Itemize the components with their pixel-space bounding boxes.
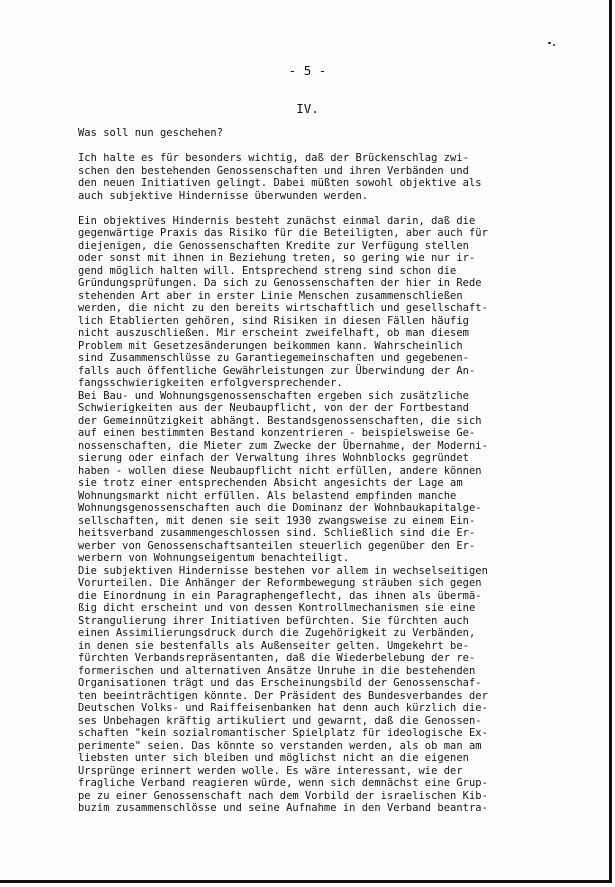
text-line: einen Assimilierungsdruck durch die Zugehörigkeit zu Verbänden, <box>78 627 476 639</box>
text-line: heitsverband zusammengeschlossen sind. Schließlich sind die Er- <box>78 527 476 539</box>
text-line: sie trotz einer entsprechenden Absicht angesichts der Lage am <box>78 477 463 489</box>
text-line: liebsten unter sich bleiben und möglichst nicht an die eigenen <box>78 752 469 764</box>
text-line: Deutschen Volks- und Raiffeisenbanken hat denn auch kürzlich die- <box>78 702 488 714</box>
body-text <box>78 127 548 815</box>
text-line: Ein objektives Hindernis besteht zunächst einmal darin, daß die <box>78 214 476 227</box>
text-line: gegenwärtige Praxis das Risiko für die Beteiligten, aber auch für <box>78 227 488 239</box>
text-line: haben - wollen diese Neubaupflicht nicht erfüllen, andere können <box>78 464 482 477</box>
text-line: pe zu einer Genossenschaft nach dem Vorbild der israelischen Kib- <box>78 789 488 802</box>
text-line: Bei Bau- und Wohnungsgenossenschaften ergeben sich zusätzliche <box>78 389 469 402</box>
text-line: schen den bestehenden Genossenschaften und ihren Verbänden und <box>78 164 469 177</box>
text-line: Gründungsprüfungen. Da sich zu Genossenschaften der hier in Rede <box>78 277 482 289</box>
text-line: sellschaften, mit denen sie seit 1930 zwangsweise zu einem Ein- <box>78 514 476 527</box>
text-line: formerischen und alternativen Ansätze Unruhe in die bestehenden <box>78 664 476 677</box>
text-line: Ursprünge erinnert werden wolle. Es wäre interessant, wie der <box>78 764 463 777</box>
text-line: fangsschwierigkeiten erfolgversprechender. <box>78 377 343 389</box>
text-line: Problem mit Gesetzesänderungen beikommen kann. Wahrscheinlich <box>78 339 463 352</box>
text-line: lich Etablierten gehören, sind Risiken in diesen Fällen häufig <box>78 314 469 327</box>
text-line: nossenschaften, die Mieter zum Zwecke der Übernahme, der Moderni- <box>78 439 488 452</box>
scan-speck <box>553 44 555 46</box>
paragraph-gap <box>78 140 548 153</box>
text-line: auf einen bestimmten Bestand konzentrieren - beispielsweise Ge- <box>78 427 476 439</box>
text-line: werden, die nicht zu den bereits wirtschaftlich und gesellschaft- <box>78 302 488 314</box>
text-line: fragliche Verband reagieren würde, wenn sich demnächst eine Grup- <box>78 777 488 789</box>
text-line: werbern von Wohnungseigentum benachteiligt. <box>78 552 350 564</box>
text-line: der Gemeinnützigkeit abhängt. Bestandsgenossenschaften, die sich <box>78 414 482 427</box>
text-line: den neuen Initiativen gelingt. Dabei müßten sowohl objektive als <box>78 177 482 189</box>
text-line: Ich halte es für besonders wichtig, daß der Brückenschlag zwi- <box>78 152 469 164</box>
text-line: ses Unbehagen kräftig artikuliert und gewarnt, daß die Genossen- <box>78 714 482 727</box>
text-line: sind Zusammenschlüsse zu Garantiegemeinschaften und gegebenen- <box>78 352 469 364</box>
text-line: stehenden Art aber in erster Linie Menschen zusammenschließen <box>78 289 463 302</box>
text-line: buzim zusammenschlösse und seine Aufnahme in den Verband beantra- <box>78 802 488 814</box>
text-line: oder sonst mit ihnen in Beziehung treten, so gering wie nur ir- <box>78 252 476 264</box>
text-line: Strangulierung ihrer Initiativen befürchten. Sie fürchten auch <box>78 614 469 627</box>
text-line: nicht auszuschließen. Mir erscheint zweifelhaft, ob man diesem <box>78 327 469 339</box>
text-line: Vorurteilen. Die Anhänger der Reformbewegung sträuben sich gegen <box>78 577 482 589</box>
scan-speck <box>548 42 551 44</box>
text-line: gend möglich halten will. Entsprechend streng sind schon die <box>78 264 457 277</box>
text-line: sierung oder einfach der Verwaltung ihres Wohnblocks gegründet <box>78 452 469 464</box>
text-line: perimente" seien. Das könnte so verstanden werden, als ob man am <box>78 739 482 752</box>
text-line: die Einordnung in ein Paragraphengeflecht, das ihnen als übermä- <box>78 589 482 602</box>
page-number: - 5 - <box>288 63 327 78</box>
text-line: Die subjektiven Hindernisse bestehen vor allem in wechselseitigen <box>78 564 488 577</box>
text-line: Was soll nun geschehen? <box>78 127 224 139</box>
text-line: diejenigen, die Genossenschaften Kredite zur Verfügung stellen <box>78 239 469 252</box>
paragraph-gap <box>78 202 548 215</box>
text-line: ßig dicht erscheint und von dessen Kontrollmechanismen sie eine <box>78 602 476 614</box>
section-heading: IV. <box>296 101 319 116</box>
text-line: falls auch öffentliche Gewährleistungen zur Überwindung der An- <box>78 364 476 377</box>
text-line: Wohnungsgenossenschaften auch die Dominanz der Wohnbaukapitalge- <box>78 502 482 514</box>
text-line: auch subjektive Hindernisse überwunden werden. <box>78 189 369 202</box>
text-line: Schwierigkeiten aus der Neubaupflicht, von der der Fortbestand <box>78 402 469 414</box>
text-line: schaften "kein sozialromantischer Spielplatz für ideologische Ex- <box>78 727 488 739</box>
text-line: Wohnungsmarkt nicht erfüllen. Als belastend empfinden manche <box>78 489 457 502</box>
text-line: werber von Genossenschaftsanteilen steuerlich gegenüber den Er- <box>78 539 476 552</box>
text-line: in denen sie bestenfalls als Außenseiter gelten. Umgekehrt be- <box>78 639 469 652</box>
text-line: ten beeinträchtigen könnte. Der Präsident des Bundesverbandes der <box>78 689 488 702</box>
text-line: Organisationen trägt und das Erscheinungsbild der Genossenschaf- <box>78 677 482 689</box>
text-line: fürchten Verbandsrepräsentanten, daß die Wiederbelebung der re- <box>78 652 476 664</box>
